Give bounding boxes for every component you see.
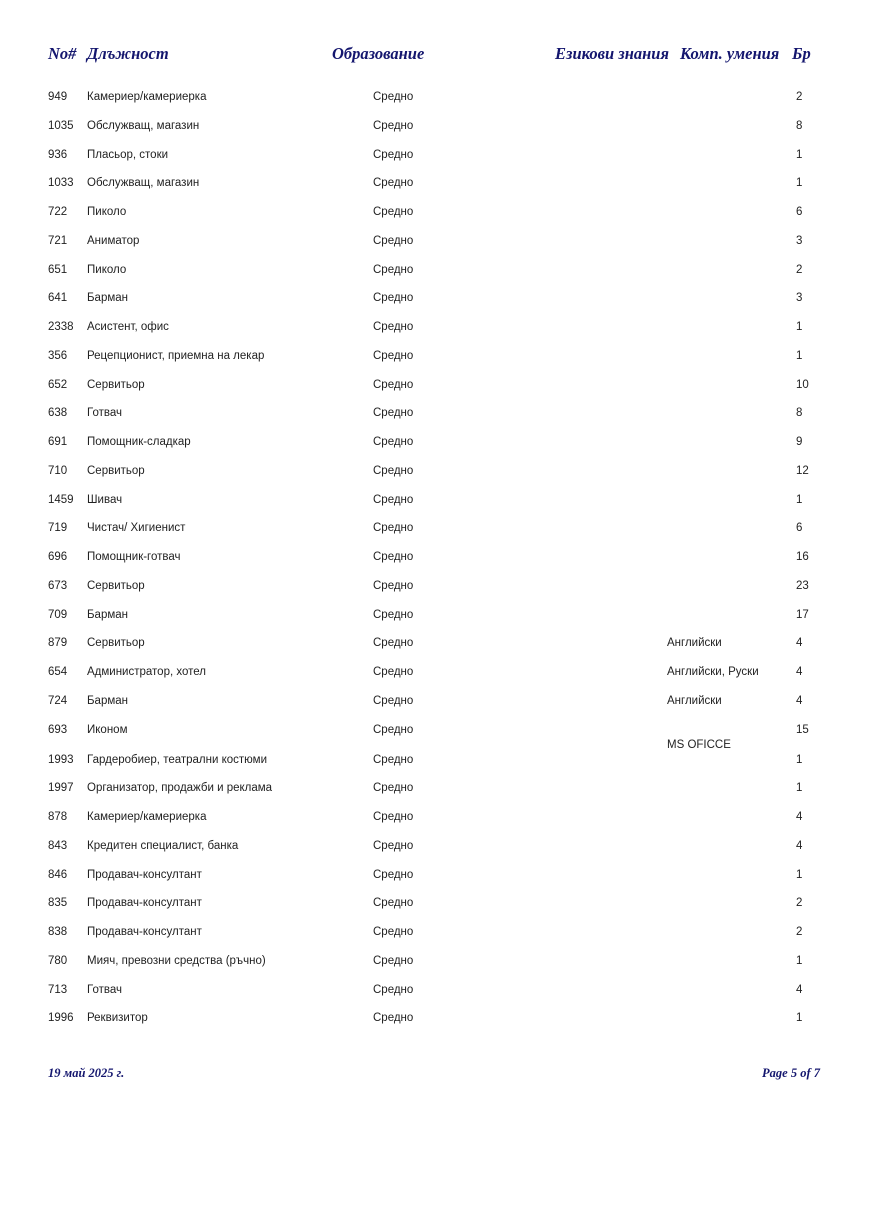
row-count: 3 <box>796 234 803 247</box>
row-education: Средно <box>373 119 414 132</box>
row-education: Средно <box>373 292 414 305</box>
row-number: 709 <box>48 608 68 621</box>
table-row <box>0 88 870 117</box>
row-position: Сервитьор <box>87 378 145 391</box>
row-education: Средно <box>373 91 414 103</box>
table-row <box>0 837 870 866</box>
row-position: Реквизитор <box>87 1012 148 1025</box>
row-education: Средно <box>373 234 414 247</box>
row-count: 1 <box>796 868 803 881</box>
row-education: Средно <box>373 723 414 736</box>
row-education: Средно <box>373 378 414 391</box>
row-education: Средно <box>373 1012 414 1025</box>
row-position: Сервитьор <box>87 464 145 477</box>
row-count: 1 <box>796 954 803 967</box>
row-count: 4 <box>796 983 803 996</box>
table-row <box>0 261 870 290</box>
table-row <box>0 232 870 261</box>
row-education: Средно <box>373 206 414 218</box>
row-position: Камериер/камериерка <box>87 811 207 823</box>
row-number: 721 <box>48 234 68 247</box>
row-education: Средно <box>373 694 414 707</box>
row-count: 16 <box>796 551 809 563</box>
row-count: 12 <box>796 464 809 477</box>
row-count: 9 <box>796 436 803 448</box>
table-row <box>0 721 870 751</box>
row-education: Средно <box>373 666 414 678</box>
row-education: Средно <box>373 868 414 881</box>
row-number: 673 <box>48 579 68 592</box>
row-number: 651 <box>48 263 68 276</box>
row-education: Средно <box>373 321 414 333</box>
table-row <box>0 433 870 462</box>
table-row <box>0 1009 870 1038</box>
row-number: 641 <box>48 292 68 305</box>
row-number: 1993 <box>48 753 74 766</box>
row-position: Помощник-готвач <box>87 551 181 563</box>
row-education: Средно <box>373 177 414 190</box>
row-position: Администратор, хотел <box>87 666 206 678</box>
table-row <box>0 376 870 405</box>
row-count: 1 <box>796 782 803 795</box>
row-number: 1033 <box>48 177 74 190</box>
row-education: Средно <box>373 148 414 161</box>
row-number: 652 <box>48 378 68 391</box>
row-position: Продавач-консултант <box>87 926 202 938</box>
row-position: Асистент, офис <box>87 321 169 333</box>
row-education: Средно <box>373 349 414 362</box>
row-number: 356 <box>48 349 68 362</box>
row-position: Сервитьор <box>87 579 145 592</box>
row-education: Средно <box>373 464 414 477</box>
row-number: 1997 <box>48 782 74 795</box>
row-number: 843 <box>48 839 68 852</box>
footer-date: 19 май 2025 г. <box>48 1066 125 1080</box>
row-number: 936 <box>48 148 68 161</box>
row-count: 8 <box>796 119 803 132</box>
row-count: 4 <box>796 637 803 650</box>
row-count: 1 <box>796 493 803 506</box>
row-number: 710 <box>48 464 68 477</box>
row-number: 780 <box>48 954 68 967</box>
row-position: Пиколо <box>87 263 127 276</box>
row-position: Барман <box>87 608 128 621</box>
row-position: Камериер/камериерка <box>87 91 207 103</box>
row-number: 696 <box>48 551 68 563</box>
row-position: Мияч, превозни средства (ръчно) <box>87 954 266 967</box>
row-position: Чистач/ Хигиенист <box>87 522 186 535</box>
row-count: 3 <box>796 292 803 305</box>
table-row <box>0 347 870 376</box>
table-row <box>0 289 870 318</box>
row-count: 2 <box>796 926 803 938</box>
row-position: Обслужващ, магазин <box>87 119 200 132</box>
table-row <box>0 606 870 635</box>
row-number: 835 <box>48 897 68 910</box>
footer-page-number: Page 5 of 7 <box>762 1066 820 1080</box>
row-number: 724 <box>48 694 68 707</box>
row-education: Средно <box>373 436 414 448</box>
row-count: 23 <box>796 579 809 592</box>
job-table <box>0 88 870 1038</box>
row-count: 8 <box>796 407 803 420</box>
row-number: 654 <box>48 666 68 678</box>
table-row <box>0 923 870 952</box>
row-position: Готвач <box>87 407 122 420</box>
table-row <box>0 866 870 895</box>
row-position: Иконом <box>87 723 128 736</box>
row-position: Обслужващ, магазин <box>87 177 200 190</box>
row-count: 4 <box>796 839 803 852</box>
table-row <box>0 808 870 837</box>
row-number: 719 <box>48 522 68 535</box>
column-header-computer-skills: Комп. умения <box>680 44 780 63</box>
row-position: Гардеробиер, театрални костюми <box>87 753 268 766</box>
row-count: 2 <box>796 897 803 910</box>
row-number: 2338 <box>48 321 74 333</box>
row-education: Средно <box>373 782 414 795</box>
row-languages: Английски <box>667 637 722 650</box>
column-header-position: Длъжност <box>87 44 169 63</box>
row-count: 1 <box>796 177 803 190</box>
row-position: Пиколо <box>87 206 127 218</box>
column-header-education: Образование <box>332 44 425 63</box>
row-count: 2 <box>796 91 803 103</box>
table-row <box>0 146 870 175</box>
row-education: Средно <box>373 608 414 621</box>
row-number: 693 <box>48 723 68 736</box>
row-position: Сервитьор <box>87 637 145 650</box>
column-header-languages: Езикови знания <box>555 44 669 63</box>
row-position: Продавач-консултант <box>87 868 202 881</box>
row-education: Средно <box>373 839 414 852</box>
row-education: Средно <box>373 897 414 910</box>
table-row <box>0 404 870 433</box>
row-languages: Английски, Руски <box>667 666 759 678</box>
table-row <box>0 692 870 721</box>
row-position: Барман <box>87 694 128 707</box>
row-number: 722 <box>48 206 68 218</box>
row-number: 838 <box>48 926 68 938</box>
row-count: 6 <box>796 522 803 535</box>
row-position: Организатор, продажби и реклама <box>87 782 273 795</box>
table-row <box>0 779 870 808</box>
row-count: 17 <box>796 608 809 621</box>
table-row <box>0 952 870 981</box>
row-count: 1 <box>796 1012 803 1025</box>
row-position: Пласьор, стоки <box>87 148 169 161</box>
table-row <box>0 174 870 203</box>
row-number: 846 <box>48 868 68 881</box>
column-header-no: No# <box>48 44 77 63</box>
table-row <box>0 981 870 1010</box>
row-count: 1 <box>796 321 803 333</box>
row-number: 713 <box>48 983 68 996</box>
row-count: 2 <box>796 263 803 276</box>
row-count: 4 <box>796 666 803 678</box>
row-position: Шивач <box>87 493 123 506</box>
row-count: 1 <box>796 753 803 766</box>
row-count: 4 <box>796 694 803 707</box>
table-row <box>0 548 870 577</box>
row-position: Продавач-консултант <box>87 897 202 910</box>
row-education: Средно <box>373 926 414 938</box>
row-number: 879 <box>48 637 68 650</box>
row-education: Средно <box>373 522 414 535</box>
table-row <box>0 519 870 548</box>
table-row <box>0 491 870 520</box>
table-row <box>0 318 870 347</box>
row-education: Средно <box>373 954 414 967</box>
row-count: 15 <box>796 723 809 736</box>
row-education: Средно <box>373 579 414 592</box>
table-row <box>0 751 870 780</box>
row-count: 10 <box>796 378 809 391</box>
row-number: 1459 <box>48 493 74 506</box>
row-education: Средно <box>373 983 414 996</box>
row-number: 691 <box>48 436 68 448</box>
table-row <box>0 663 870 692</box>
row-count: 1 <box>796 148 803 161</box>
table-row <box>0 577 870 606</box>
row-position: Помощник-сладкар <box>87 436 191 448</box>
row-languages: Английски <box>667 694 722 707</box>
row-education: Средно <box>373 811 414 823</box>
row-position: Аниматор <box>87 234 140 247</box>
column-header-count: Бр <box>792 44 811 63</box>
row-position: Кредитен специалист, банка <box>87 839 239 852</box>
row-education: Средно <box>373 637 414 650</box>
table-row <box>0 203 870 232</box>
row-count: 4 <box>796 811 803 823</box>
row-education: Средно <box>373 493 414 506</box>
row-number: 878 <box>48 811 68 823</box>
row-position: Рецепционист, приемна на лекар <box>87 349 265 362</box>
row-education: Средно <box>373 551 414 563</box>
row-count: 1 <box>796 349 803 362</box>
table-row <box>0 462 870 491</box>
table-row <box>0 634 870 663</box>
row-number: 1996 <box>48 1012 74 1025</box>
computer-skills-cell: MS OFICCE <box>667 739 731 751</box>
table-row <box>0 117 870 146</box>
row-education: Средно <box>373 753 414 766</box>
row-position: Барман <box>87 292 128 305</box>
row-number: 638 <box>48 407 68 420</box>
row-education: Средно <box>373 263 414 276</box>
table-row <box>0 894 870 923</box>
row-count: 6 <box>796 206 803 218</box>
row-education: Средно <box>373 407 414 420</box>
row-position: Готвач <box>87 983 122 996</box>
row-number: 949 <box>48 91 68 103</box>
row-number: 1035 <box>48 119 74 132</box>
